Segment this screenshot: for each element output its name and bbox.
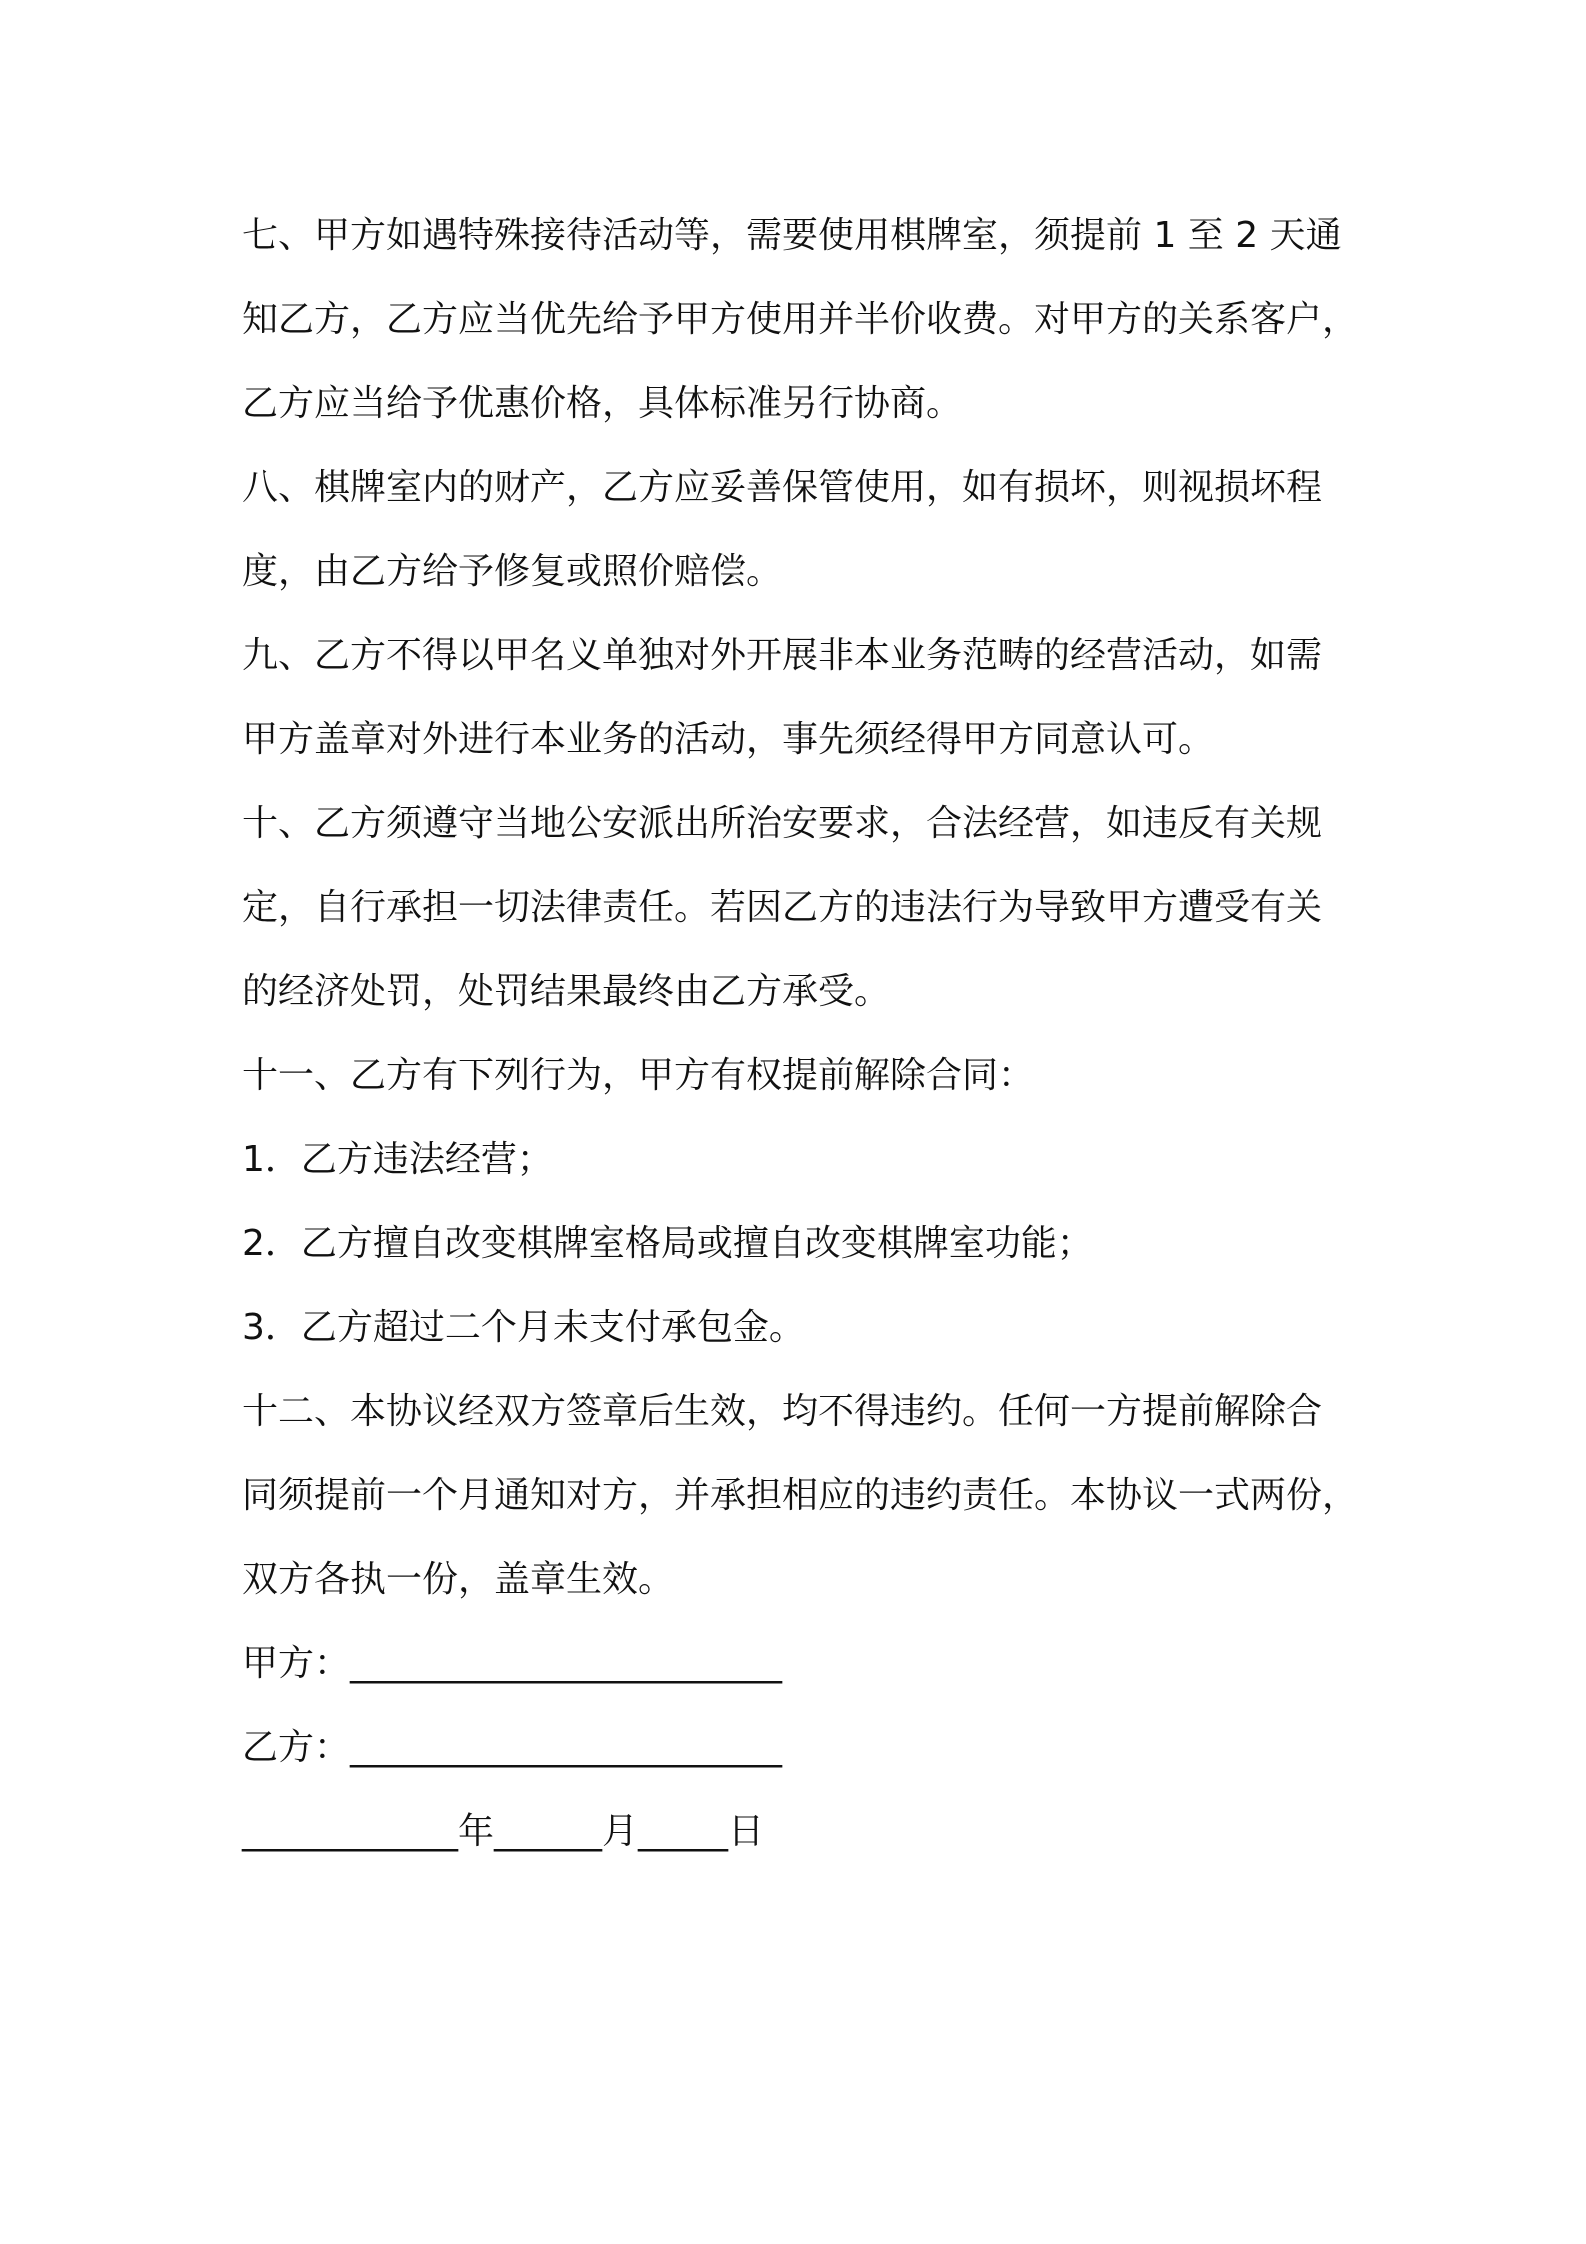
date-line: ____________年______月_____日 [242,1811,764,1852]
clause-12-line-1: 十二、本协议经双方签章后生效，均不得违约。任何一方提前解除合 [242,1391,1323,1432]
clause-10-line-3: 的经济处罚，处罚结果最终由乙方承受。 [242,971,891,1012]
clause-12-line-2: 同须提前一个月通知对方，并承担相应的违约责任。本协议一式两份， [242,1475,1359,1516]
document-page [242,194,1362,1874]
clause-7-line-3: 乙方应当给予优惠价格，具体标准另行协商。 [242,383,963,424]
clause-10-line-1: 十、乙方须遵守当地公安派出所治安要求，合法经营，如违反有关规 [242,803,1323,844]
clause-11-item-1: 1．乙方违法经营； [242,1139,553,1180]
clause-7-line-2: 知乙方，乙方应当优先给予甲方使用并半价收费。对甲方的关系客户， [242,299,1359,340]
clause-11-item-2: 2．乙方擅自改变棋牌室格局或擅自改变棋牌室功能； [242,1223,1093,1264]
clause-7-line-1: 七、甲方如遇特殊接待活动等，需要使用棋牌室，须提前 1 至 2 天通 [242,215,1342,256]
clause-9-line-2: 甲方盖章对外进行本业务的活动，事先须经得甲方同意认可。 [242,719,1215,760]
party-a-signature-line: 甲方：________________________ [242,1643,783,1684]
party-b-signature-line: 乙方：________________________ [242,1727,783,1768]
clause-8-line-1: 八、棋牌室内的财产，乙方应妥善保管使用，如有损坏，则视损坏程 [242,467,1323,508]
clause-11-heading: 十一、乙方有下列行为，甲方有权提前解除合同： [242,1055,1035,1096]
clause-12-line-3: 双方各执一份，盖章生效。 [242,1559,675,1600]
clause-9-line-1: 九、乙方不得以甲名义单独对外开展非本业务范畴的经营活动，如需 [242,635,1323,676]
clause-8-line-2: 度，由乙方给予修复或照价赔偿。 [242,551,783,592]
clause-10-line-2: 定，自行承担一切法律责任。若因乙方的违法行为导致甲方遭受有关 [242,887,1323,928]
clause-11-item-3: 3．乙方超过二个月未支付承包金。 [242,1307,805,1348]
